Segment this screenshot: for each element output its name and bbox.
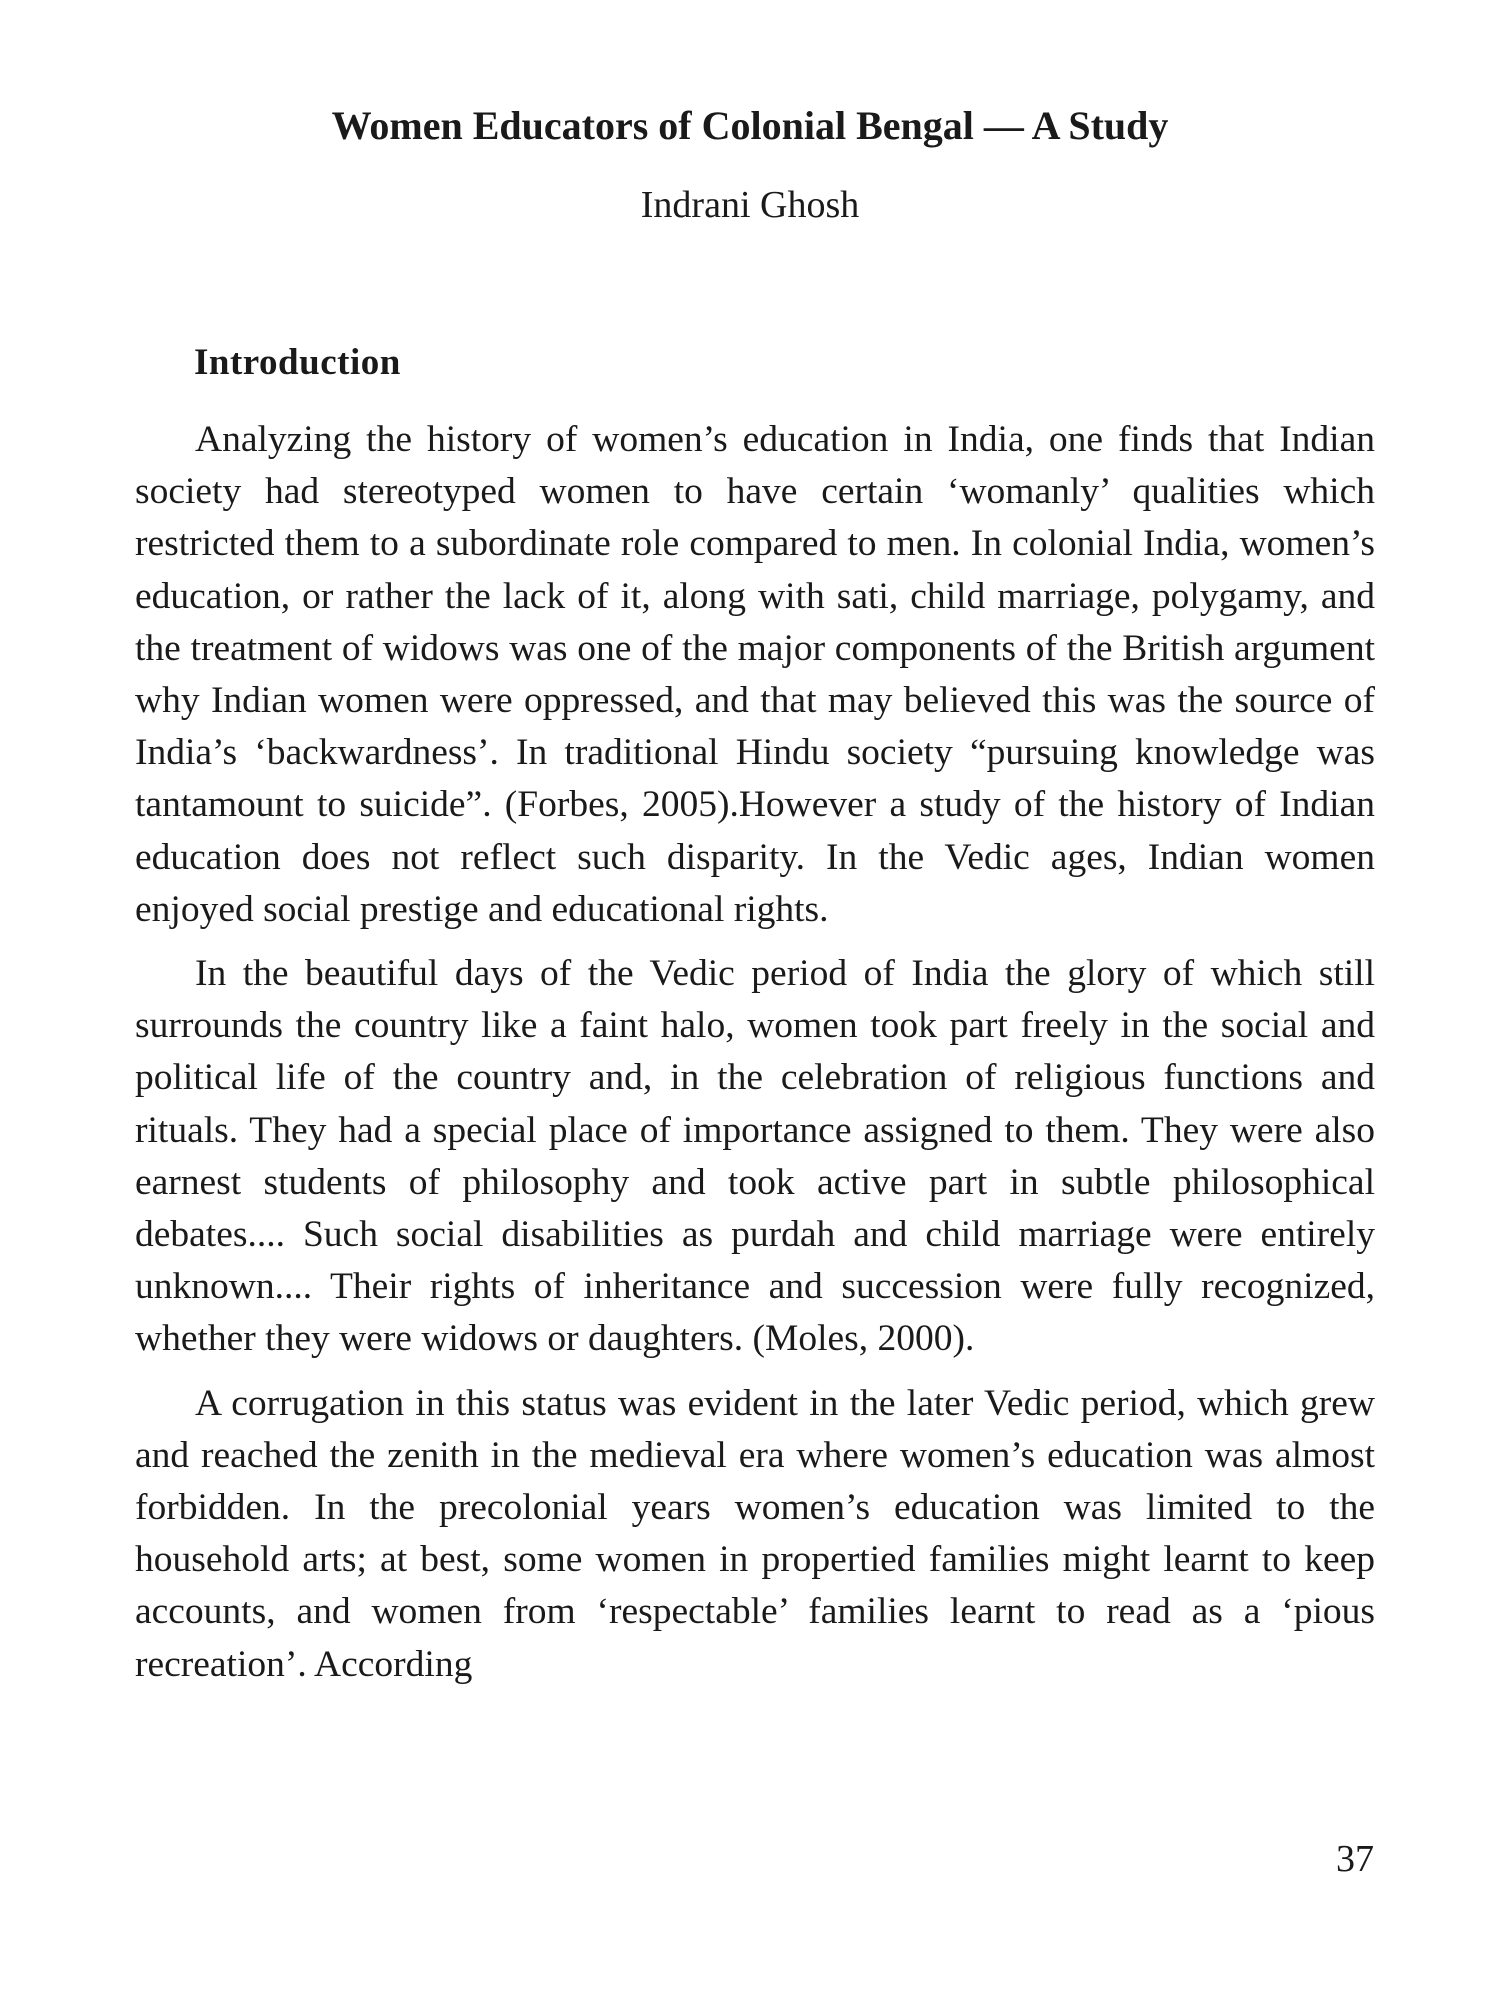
paragraph-1: Analyzing the history of women’s education in India, one finds that Indian society had stereotyped women to have certain ‘womanly’ qualities which restricted them to a subordinate role compared to men. In colonial India, women’s education, or rather the lack of it, along with sati, child marriage, polygamy, and the treatment of widows was one of the major components of the British argument why Indian women were oppressed, and that may believed this was the source of India’s ‘backwardness’. In traditional Hindu society “pursuing knowledge was tantamount to suicide”. (Forbes, 2005).However a study of the history of Indian education does not reflect such disparity. In the Vedic ages, Indian women enjoyed social prestige and educational rights.: [135, 419, 1375, 930]
paragraph-3: A corrugation in this status was evident in the later Vedic period, which grew and reached the zenith in the medieval era where women’s education was almost forbidden. In the precolonial years women’s education was limited to the household arts; at best, some women in propertied families might learnt to keep accounts, and women from ‘respectable’ families learnt to read as a ‘pious recreation’. According: [135, 1382, 1375, 1685]
article-title: Women Educators of Colonial Bengal — A Study: [331, 103, 1169, 148]
article-body: [135, 414, 1375, 1703]
section-heading: Introduction: [194, 342, 401, 383]
author-name: Indrani Ghosh: [640, 184, 860, 226]
paragraph-2: In the beautiful days of the Vedic period of India the glory of which still surrounds the country like a faint halo, women took part freely in the social and political life of the country and, in the celebration of religious functions and rituals. They had a special place of importance assigned to them. They were also earnest students of philosophy and took active part in subtle philosophical debates.... Such social disabilities as purdah and child marriage were entirely unknown.... Their rights of inheritance and succession were fully recognized, whether they were widows or daughters. (Moles, 2000).: [135, 953, 1375, 1360]
page-number: 37: [1336, 1838, 1374, 1880]
